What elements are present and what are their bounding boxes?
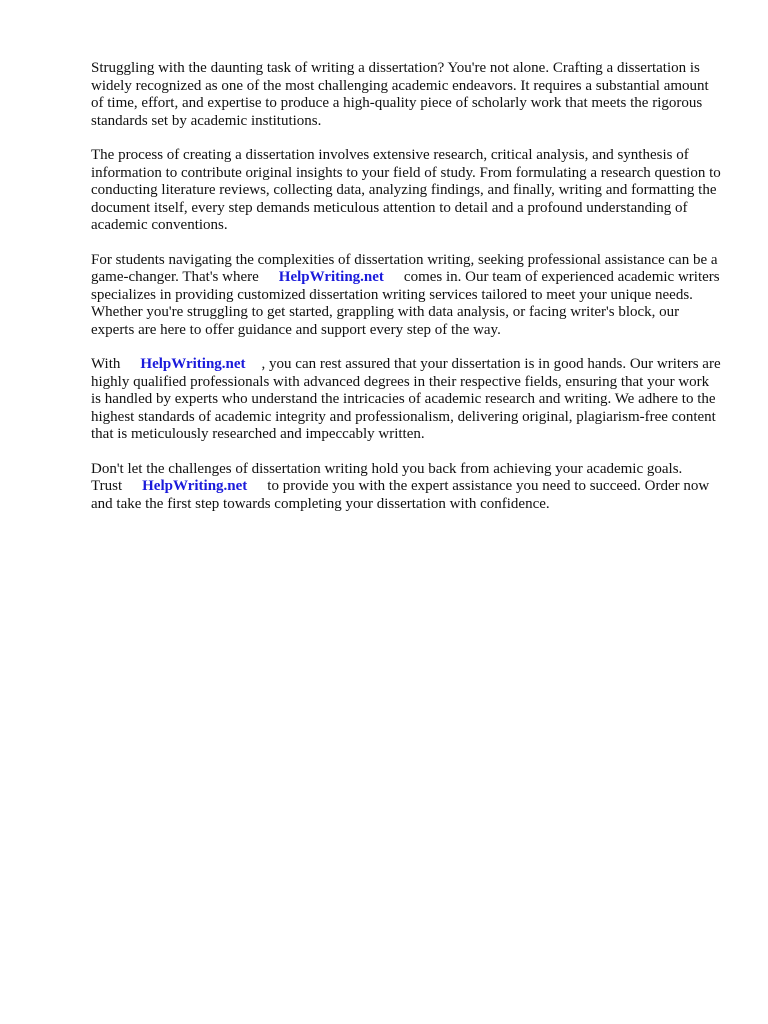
paragraph-process-text: The process of creating a dissertation involves extensive research, critical analysis, and synthesis of information to contribute original insights to your field of study. From formulating a research question to conducting literature reviews, collecting data, analyzing findings, and finally, writing and formatting the document itself, every step demands meticulous attention to detail and a profound understanding of academic conventions.	[91, 147, 721, 233]
paragraph-closing-before: Don't let the challenges of dissertation writing hold you back from achieving your academic goals. Trust	[91, 460, 683, 494]
paragraph-assurance	[91, 356, 721, 444]
helpwriting-link-3[interactable]: HelpWriting.net	[142, 478, 248, 494]
helpwriting-link-2[interactable]: HelpWriting.net	[140, 356, 246, 372]
paragraph-intro	[91, 60, 721, 130]
helpwriting-link-1[interactable]: HelpWriting.net	[278, 269, 384, 285]
paragraph-assistance-before: For students navigating the complexities of dissertation writing, seeking professional assistance can be a game-changer. That's where	[91, 251, 718, 285]
paragraph-assistance	[91, 252, 721, 340]
document-page	[91, 60, 721, 530]
paragraph-assurance-after: , you can rest assured that your dissertation is in good hands. Our writers are highly qualified professionals with advanced degrees in their respective fields, ensuring that your work is handled by experts who understand the intricacies of academic research and writing. We adhere to the highest standards of academic integrity and professionalism, delivering original, plagiarism-free content that is meticulously researched and impeccably written.	[91, 356, 721, 442]
paragraph-closing-after: to provide you with the expert assistance you need to succeed. Order now and take the first step towards completing your dissertation with confidence.	[91, 478, 710, 512]
paragraph-closing	[91, 461, 721, 514]
paragraph-assistance-after: comes in. Our team of experienced academic writers specializes in providing customized dissertation writing services tailored to meet your unique needs. Whether you're struggling to get started, grappling with data analysis, or facing writer's block, our experts are here to offer guidance and support every step of the way.	[91, 269, 720, 338]
paragraph-intro-text: Struggling with the daunting task of writing a dissertation? You're not alone. Crafting a dissertation is widely recognized as one of the most challenging academic endeavors. It requires a substantial amount of time, effort, and expertise to produce a high-quality piece of scholarly work that meets the rigorous standards set by academic institutions.	[91, 60, 709, 129]
paragraph-process	[91, 147, 721, 235]
paragraph-assurance-before: With	[91, 356, 121, 372]
